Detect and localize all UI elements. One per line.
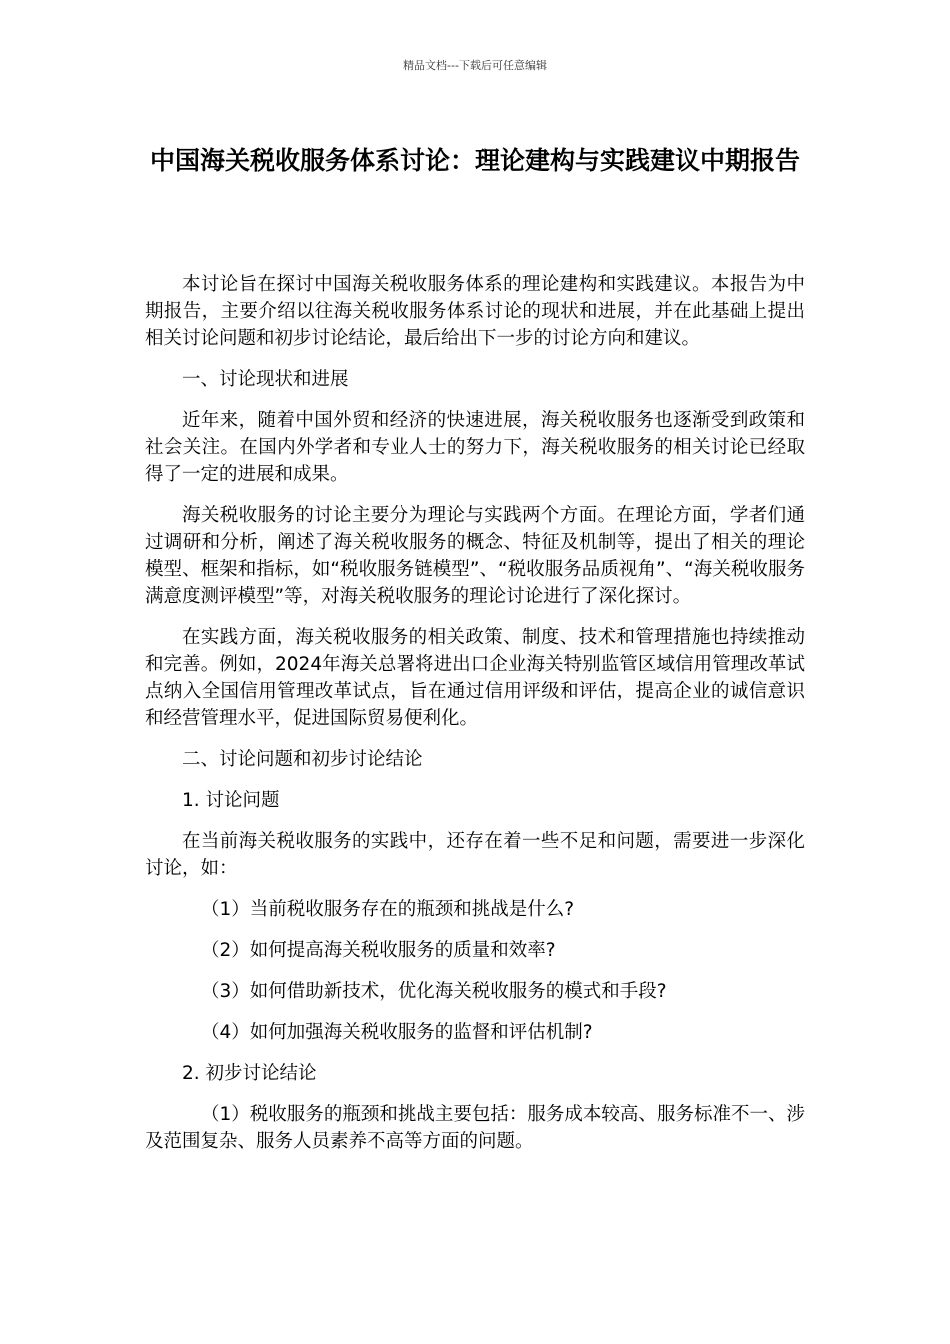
question-item-2: （2）如何提高海关税收服务的质量和效率? xyxy=(201,940,556,961)
section2-sub1-intro: 在当前海关税收服务的实践中，还存在着一些不足和问题，需要进一步深化讨论，如： xyxy=(145,831,805,879)
document-body xyxy=(145,271,805,1169)
section1-heading: 一、讨论现状和进展 xyxy=(182,369,349,390)
section2-sub2-heading: 2. 初步讨论结论 xyxy=(182,1063,317,1084)
section1-paragraph-1: 近年来，随着中国外贸和经济的快速进展，海关税收服务也逐渐受到政策和社会关注。在国内外学者和专业人士的努力下，海关税收服务的相关讨论已经取得了一定的进展和成果。 xyxy=(145,410,805,485)
header-note: 精品文档---下载后可任意编辑 xyxy=(403,59,547,72)
document-title: 中国海关税收服务体系讨论：理论建构与实践建议中期报告 xyxy=(149,146,800,175)
section2-heading: 二、讨论问题和初步讨论结论 xyxy=(182,749,423,770)
question-item-4: （4）如何加强海关税收服务的监督和评估机制? xyxy=(201,1022,593,1043)
question-item-1: （1）当前税收服务存在的瓶颈和挑战是什么? xyxy=(201,899,575,920)
question-item-3: （3）如何借助新技术，优化海关税收服务的模式和手段? xyxy=(201,981,667,1002)
conclusion-item-1: （1）税收服务的瓶颈和挑战主要包括：服务成本较高、服务标准不一、涉及范围复杂、服务人员素养不高等方面的问题。 xyxy=(145,1104,805,1152)
section1-paragraph-2: 海关税收服务的讨论主要分为理论与实践两个方面。在理论方面，学者们通过调研和分析，阐述了海关税收服务的概念、特征及机制等，提出了相关的理论模型、框架和指标，如“税收服务链模型”、“税收服务品质视角”、“海关税收服务满意度测评模型”等，对海关税收服务的理论讨论进行了深化探讨。 xyxy=(145,505,805,607)
intro-paragraph: 本讨论旨在探讨中国海关税收服务体系的理论建构和实践建议。本报告为中期报告，主要介绍以往海关税收服务体系讨论的现状和进展，并在此基础上提出相关讨论问题和初步讨论结论，最后给出下一步的讨论方向和建议。 xyxy=(145,274,805,349)
section2-sub1-heading: 1. 讨论问题 xyxy=(182,790,280,811)
section1-paragraph-3: 在实践方面，海关税收服务的相关政策、制度、技术和管理措施也持续推动和完善。例如，2024年海关总署将进出口企业海关特别监管区域信用管理改革试点纳入全国信用管理改革试点，旨在通过信用评级和评估，提高企业的诚信意识和经营管理水平，促进国际贸易便利化。 xyxy=(145,627,805,729)
